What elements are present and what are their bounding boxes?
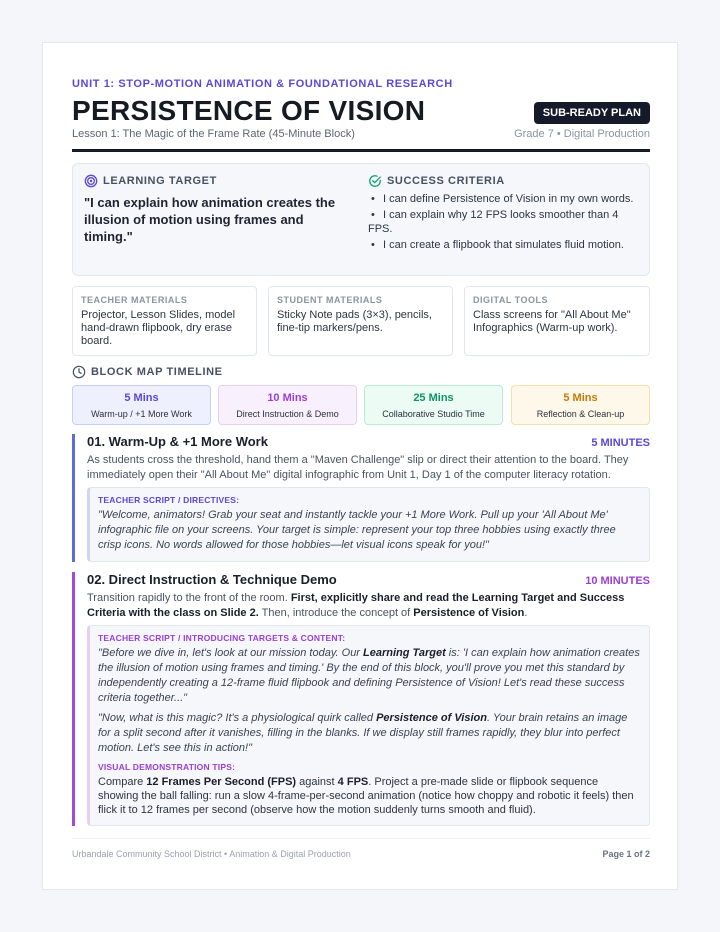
clock-icon	[72, 365, 86, 379]
card-heading: STUDENT MATERIALS	[277, 295, 383, 305]
section-title: 02. Direct Instruction & Technique Demo	[87, 572, 337, 587]
card-body: Sticky Note pads (3×3), pencils, fine-tip markers/pens.	[277, 309, 432, 334]
block-label: Warm-up / +1 More Work	[91, 409, 192, 419]
tips-heading: VISUAL DEMONSTRATION TIPS:	[98, 762, 236, 772]
block-minutes: 10 Mins	[267, 392, 308, 404]
footer-page-number: Page 1 of 2	[602, 849, 650, 859]
script-heading: TEACHER SCRIPT / DIRECTIVES:	[98, 495, 240, 505]
learning-target	[84, 174, 352, 245]
tips-text: Compare 12 Frames Per Second (FPS) against 4 FPS. Project a pre-made slide or flipbook sequence showing the ball falling: run a slow 4-frame-per-second animation (notice how choppy and robotic it feels) then flick it to 12 frames per second (observe how the motion suddenly turns smooth and fluid).	[98, 776, 634, 816]
sub-ready-badge: SUB-READY PLAN	[534, 102, 650, 124]
section-title: 01. Warm-Up & +1 More Work	[87, 434, 268, 449]
card-heading: DIGITAL TOOLS	[473, 295, 549, 305]
grade-label: Grade 7 • Digital Production	[514, 128, 650, 140]
title-divider	[72, 149, 650, 152]
footer-divider	[72, 838, 650, 839]
section-warmup	[72, 434, 650, 562]
criteria-item: • I can define Persistence of Vision in my own words.	[368, 193, 634, 205]
script-text: "Before we dive in, let's look at our mission today. Our Learning Target is: 'I can explain how animation creates the illusion of motion using frames and timing.' By the end of this block, you'll prove you met this standard by independently creating a 12-frame fluid flipbook and defining Persistence of Vision! Let's read these success criteria together..."	[98, 647, 640, 704]
script-text: "Now, what is this magic? It's a physiological quirk called Persistence of Vision. Your brain retains an image for a split second after it vanishes, filling in the blanks. If we display still frames rapidly, they blur into perfect motion. Let's see this in action!"	[98, 712, 628, 754]
teacher-script-box	[87, 487, 650, 562]
timeline-block-warmup	[72, 385, 211, 425]
success-criteria	[368, 174, 638, 254]
digital-tools-card	[464, 286, 650, 356]
section-description: As students cross the threshold, hand them a "Maven Challenge" slip or direct their attention to the board. They immediately open their "All About Me" digital infographic from Unit 1, Day 1 of the computer literacy rotation.	[87, 454, 629, 481]
teacher-materials-card	[72, 286, 257, 356]
block-minutes: 25 Mins	[413, 392, 454, 404]
block-label: Collaborative Studio Time	[382, 409, 485, 419]
timeline-label: BLOCK MAP TIMELINE	[91, 366, 223, 378]
card-heading: TEACHER MATERIALS	[81, 295, 188, 305]
card-body: Class screens for "All About Me" Infographics (Warm-up work).	[473, 309, 631, 334]
success-criteria-heading	[368, 174, 638, 188]
learning-target-text: "I can explain how animation creates the illusion of motion using frames and timing."	[84, 195, 336, 244]
card-body: Projector, Lesson Slides, model hand-drawn flipbook, dry erase board.	[81, 309, 236, 347]
target-icon	[84, 174, 98, 188]
script-heading: TEACHER SCRIPT / INTRODUCING TARGETS & CONTENT:	[98, 633, 346, 643]
script-text: "Welcome, animators! Grab your seat and instantly tackle your +1 More Work. Pull up your 'All About Me' infographic file on your screens. Your target is simple: represent your top three hobbies using exactly three crisp icons. No words allowed for those hobbies—let visual icons speak for you!"	[98, 509, 616, 551]
teacher-script-box	[87, 625, 650, 826]
page-title: PERSISTENCE OF VISION	[72, 95, 426, 126]
timeline-block-instruction	[218, 385, 357, 425]
section-minutes: 10 MINUTES	[585, 575, 650, 587]
footer-district: Urbandale Community School District • Animation & Digital Production	[72, 849, 351, 859]
section-direct-instruction	[72, 572, 650, 826]
criteria-item: • I can explain why 12 FPS looks smoother than 4 FPS.	[368, 209, 619, 235]
learning-target-label: LEARNING TARGET	[103, 175, 217, 187]
section-minutes: 5 MINUTES	[591, 437, 650, 449]
success-criteria-label: SUCCESS CRITERIA	[387, 175, 505, 187]
section-header	[87, 434, 650, 449]
timeline-block-studio	[364, 385, 503, 425]
lesson-subtitle: Lesson 1: The Magic of the Frame Rate (45-Minute Block)	[72, 128, 355, 140]
block-minutes: 5 Mins	[124, 392, 159, 404]
student-materials-card	[268, 286, 453, 356]
timeline-block-reflection	[511, 385, 650, 425]
section-header	[87, 572, 650, 587]
criteria-item: • I can create a flipbook that simulates fluid motion.	[368, 239, 624, 251]
timeline-heading	[72, 365, 223, 379]
block-minutes: 5 Mins	[563, 392, 598, 404]
check-circle-icon	[368, 174, 382, 188]
lesson-plan-page	[42, 42, 678, 890]
learning-target-heading	[84, 174, 352, 188]
unit-kicker: UNIT 1: STOP-MOTION ANIMATION & FOUNDATIONAL RESEARCH	[72, 78, 453, 90]
section-description: Transition rapidly to the front of the room. First, explicitly share and read the Learning Target and Success Criteria with the class on Slide 2. Then, introduce the concept of Persistence of Vision.	[87, 592, 625, 619]
target-panel	[72, 163, 650, 276]
criteria-list	[368, 192, 638, 252]
block-label: Reflection & Clean-up	[536, 409, 625, 419]
block-label: Direct Instruction & Demo	[236, 409, 339, 419]
